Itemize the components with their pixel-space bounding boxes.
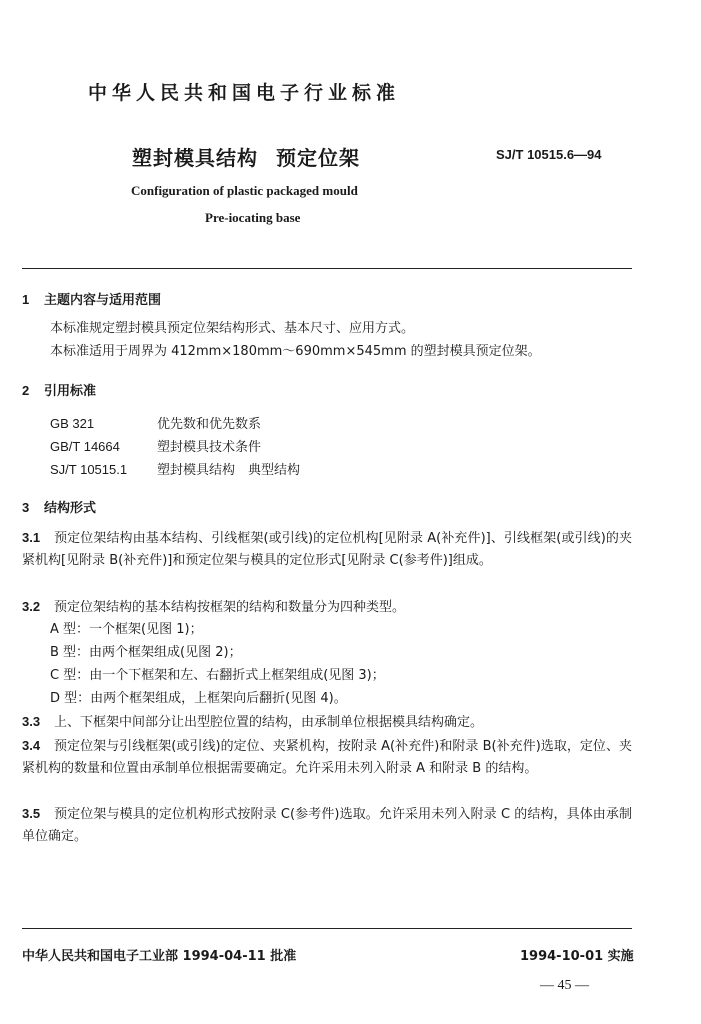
- standard-number: SJ/T 10515.6—94: [496, 147, 602, 162]
- section-2-title: 引用标准: [44, 384, 97, 399]
- section-2-heading: [22, 380, 96, 399]
- section-1-number: 1: [22, 292, 30, 307]
- footer-divider: [22, 928, 632, 929]
- section-3-number: 3: [22, 500, 30, 515]
- header-divider: [22, 268, 632, 269]
- section-2-number: 2: [22, 383, 30, 398]
- issuer-approval: 中华人民共和国电子工业部 1994-04-11 批准: [22, 949, 297, 964]
- clause-number: 3.1: [22, 530, 41, 545]
- effective-date: 1994-10-01 实施: [520, 949, 634, 964]
- clause-number: 3.4: [22, 738, 41, 753]
- section-1-paragraph-1: 本标准规定塑封模具预定位架结构形式、基本尺寸、应用方式。: [50, 321, 415, 336]
- page-number: — 45 —: [540, 978, 589, 993]
- clause-text: 预定位架结构由基本结构、引线框架(或引线)的定位机构[见附录 A(补充件)]、引线框架(或引线)的夹紧机构[见附录 B(补充件)]和预定位架与模具的定位形式[见附录 C(参考件)]组成。: [22, 531, 632, 568]
- english-title-line2: Pre-iocating base: [205, 210, 301, 225]
- english-title-line1: Configuration of plastic packaged mould: [131, 183, 358, 198]
- clause-3-3: [22, 711, 632, 734]
- clause-3-2: [22, 596, 632, 619]
- document-title-part2: 预定位架: [276, 146, 360, 170]
- clause-number: 3.5: [22, 806, 41, 821]
- clause-3-5: [22, 803, 632, 848]
- reference-row: [50, 436, 261, 459]
- type-item-c: C 型：由一个下框架和左、右翻折式上框架组成(见图 3)；: [50, 668, 385, 683]
- reference-title: 塑封模具结构 典型结构: [157, 463, 301, 478]
- clause-3-1: [22, 527, 632, 572]
- clause-number: 3.3: [22, 714, 41, 729]
- clause-text: 预定位架结构的基本结构按框架的结构和数量分为四种类型。: [54, 600, 406, 615]
- standard-category-title: 中华人民共和国电子行业标准: [88, 82, 401, 104]
- section-3-title: 结构形式: [44, 501, 97, 516]
- reference-code: GB 321: [50, 416, 95, 431]
- type-item-d: D 型：由两个框架组成，上框架向后翻折(见图 4)。: [50, 691, 347, 706]
- reference-title: 塑封模具技术条件: [157, 440, 262, 455]
- reference-row: [50, 413, 261, 436]
- section-1-heading: [22, 289, 161, 308]
- clause-number: 3.2: [22, 599, 41, 614]
- section-3-heading: [22, 497, 96, 516]
- document-title-part1: 塑封模具结构: [132, 146, 258, 170]
- reference-title: 优先数和优先数系: [157, 417, 262, 432]
- clause-text: 预定位架与模具的定位机构形式按附录 C(参考件)选取。允许采用未列入附录 C 的结构，具体由承制单位确定。: [22, 807, 632, 844]
- document-title: [132, 142, 360, 171]
- reference-row: [50, 459, 300, 482]
- type-item-b: B 型：由两个框架组成(见图 2)；: [50, 645, 242, 660]
- section-1-paragraph-2: 本标准适用于周界为 412mm×180mm～690mm×545mm 的塑封模具预定位架。: [50, 344, 541, 359]
- clause-3-4: [22, 735, 632, 780]
- clause-text: 预定位架与引线框架(或引线)的定位、夹紧机构，按附录 A(补充件)和附录 B(补充件)选取，定位、夹紧机构的数量和位置由承制单位根据需要确定。允许采用未列入附录 A 和附录 B 的结构。: [22, 739, 632, 776]
- type-item-a: A 型：一个框架(见图 1)；: [50, 622, 203, 637]
- clause-text: 上、下框架中间部分让出型腔位置的结构，由承制单位根据模具结构确定。: [54, 715, 484, 730]
- reference-code: GB/T 14664: [50, 439, 120, 454]
- section-1-title: 主题内容与适用范围: [44, 293, 162, 308]
- reference-code: SJ/T 10515.1: [50, 462, 128, 477]
